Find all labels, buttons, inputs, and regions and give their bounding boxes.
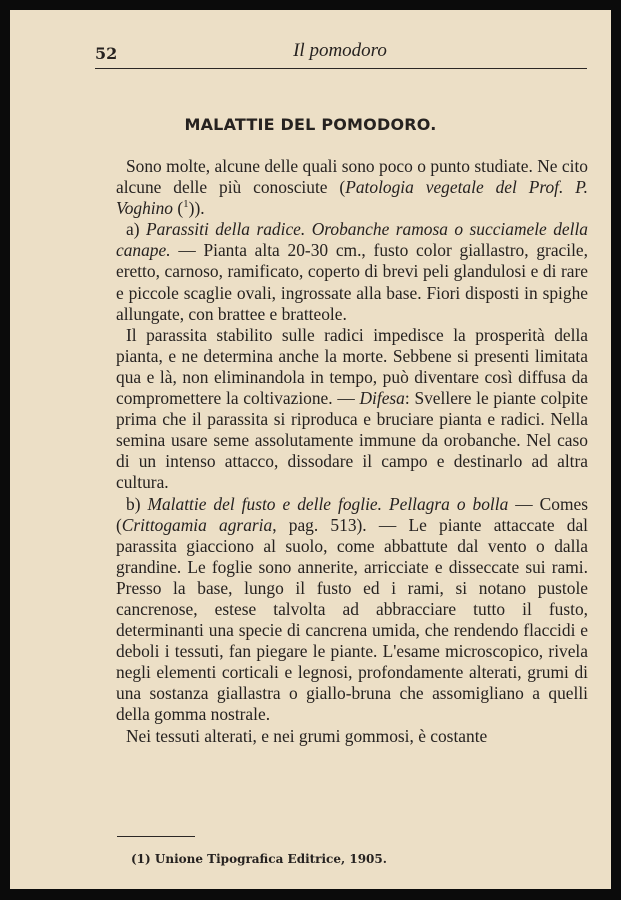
paragraph-text: — Comes ( bbox=[116, 493, 588, 535]
running-head bbox=[95, 40, 585, 66]
paragraph-text: , pag. 513). — Le piante attaccate dal parassita giacciono al suolo, come abbattute dal vento o dalla grandine. Le foglie sono annerite, arricciate e disseccate sui rami. Presso la base, lungo il fusto ed i rami, si notano pustole cancrenose, estese talvolta ad abbracciare tutto il fusto, determinanti una specie di cancrena umida, che rendendo flaccidi e deboli i tessuti, fan piegare le piante. L'esame microscopico, rivela negli elementi corticali e legnosi, profondamente alterati, grumi di una sostanza giallastra o giallo-bruna che assomigliano a quelli della gomma nostrale. bbox=[116, 514, 589, 725]
citation-title: Patologia vegetale del Prof. P. Voghino bbox=[116, 177, 588, 219]
defense-label: Difesa bbox=[359, 388, 405, 409]
paragraph-text: ( bbox=[173, 198, 184, 219]
paragraph-intro bbox=[116, 156, 588, 219]
paragraph-defense bbox=[116, 325, 588, 494]
citation-title: Crittogamia agraria bbox=[121, 514, 273, 535]
paragraph-continuation: Nei tessuti alterati, e nei grumi gommosi, è costante bbox=[126, 725, 488, 746]
footnote-marker: (1) bbox=[131, 852, 151, 866]
section-heading-italic: Parassiti della radice. Orobanche ramosa o succiamele della canape. bbox=[116, 219, 588, 261]
page-number: 52 bbox=[95, 44, 118, 63]
book-page bbox=[10, 10, 611, 889]
paragraph-stem-leaf-diseases bbox=[116, 494, 588, 726]
item-marker: a) bbox=[126, 219, 146, 240]
paragraph-text: Il parassita stabilito sulle radici impedisce la prosperità della pianta, e ne determina anche la morte. Sebbene si presenti limitata qua e là, non eliminandola in tempo, può diventare così diffusa da compromettere la coltivazione. — bbox=[116, 324, 588, 409]
running-title: Il pomodoro bbox=[293, 40, 387, 61]
footnote-reference: 1 bbox=[183, 198, 189, 211]
paragraph-text: : Svellere le piante colpite prima che il parassita si riproduca e bruciare pianta e radici. Nella semina usare seme assolutamente immune da orobanche. Nel caso di un intenso attacco, dissodare il campo e destinarlo ad altra cultura. bbox=[116, 388, 588, 493]
paragraph-root-parasites bbox=[116, 219, 588, 324]
body-text bbox=[116, 156, 588, 747]
item-marker: b) bbox=[126, 493, 148, 514]
header-rule bbox=[95, 68, 587, 69]
footnote bbox=[131, 852, 387, 866]
section-heading-italic: Malattie del fusto e delle foglie. Pellagra o bolla bbox=[147, 493, 509, 514]
footnote-text: Unione Tipografica Editrice, 1905. bbox=[150, 852, 387, 866]
paragraph-text: Sono molte, alcune delle quali sono poco o punto studiate. Ne cito alcune delle più conosciute ( bbox=[116, 156, 588, 198]
chapter-title: MALATTIE DEL POMODORO. bbox=[184, 115, 437, 134]
footnote-rule bbox=[117, 836, 195, 837]
paragraph-text: )). bbox=[188, 198, 205, 219]
paragraph-text: — Pianta alta 20-30 cm., fusto color giallastro, gracile, eretto, carnoso, ramificato, coperto di brevi peli glandulosi e di rare e piccole scaglie ovali, ingrossate alla base. Fiori disposti in spighe allungate, con brattee e bratteole. bbox=[116, 240, 588, 324]
